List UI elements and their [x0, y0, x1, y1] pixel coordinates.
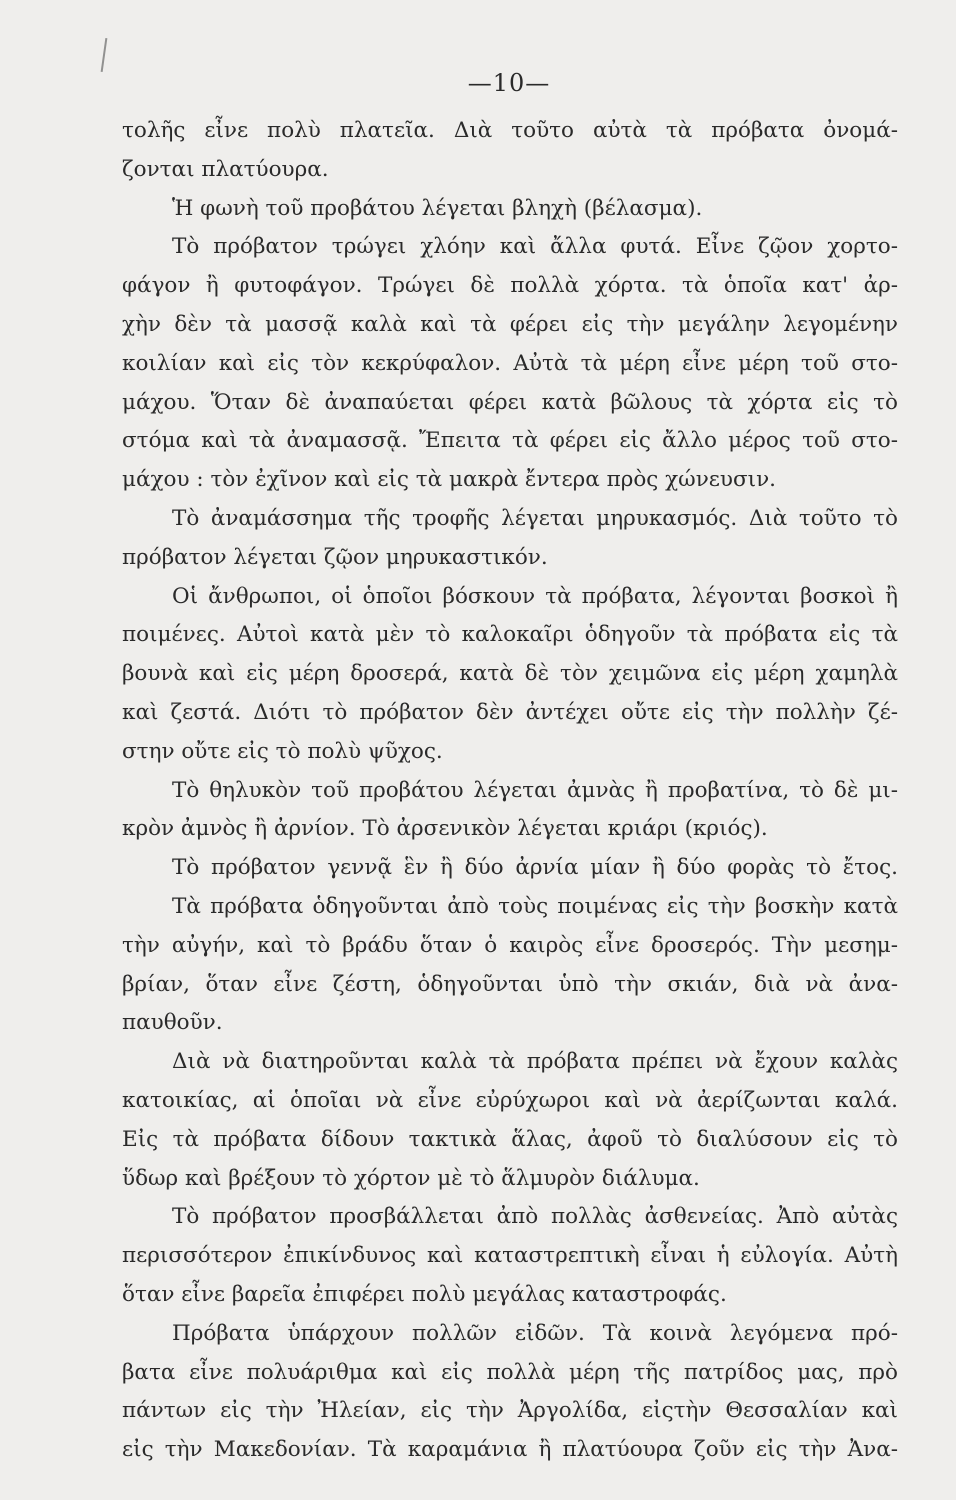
text-line: εἰς τὴν Μακεδονίαν. Τὰ καραμάνια ἢ πλατύουρα ζοῦν εἰς τὴν Ἀνα- — [122, 1437, 898, 1463]
text-line: κατοικίας, αἱ ὁποῖαι νὰ εἶνε εὐρύχωροι καὶ νὰ ἀερίζωνται καλά. — [122, 1087, 898, 1113]
text-line: καὶ ζεστά. Διότι τὸ πρόβατον δὲν ἀντέχει οὔτε εἰς τὴν πολλὴν ζέ- — [122, 699, 898, 725]
text-line: Πρόβατα ὑπάρχουν πολλῶν εἰδῶν. Τὰ κοινὰ λεγόμενα πρό- — [172, 1320, 898, 1346]
text-line: Τὸ πρόβατον τρώγει χλόην καὶ ἄλλα φυτά. Εἶνε ζῷον χορτο- — [172, 234, 898, 260]
text-line: Τὸ πρόβατον γεννᾷ ἓν ἢ δύο ἀρνία μίαν ἢ δύο φορὰς τὸ ἔτος. — [172, 855, 898, 881]
text-line: Τὰ πρόβατα ὁδηγοῦνται ἀπὸ τοὺς ποιμένας εἰς τὴν βοσκὴν κατὰ — [172, 893, 898, 919]
text-line: πάντων εἰς τὴν Ἠλείαν, εἰς τὴν Ἀργολίδα, εἰςτὴν Θεσσαλίαν καὶ — [122, 1398, 898, 1424]
text-line: πρόβατον λέγεται ζῷον μηρυκαστικόν. — [122, 544, 548, 570]
text-line: Τὸ ἀναμάσσημα τῆς τροφῆς λέγεται μηρυκασμός. Διὰ τοῦτο τὸ — [172, 505, 898, 531]
text-line: Διὰ νὰ διατηροῦνται καλὰ τὰ πρόβατα πρέπει νὰ ἔχουν καλὰς — [172, 1049, 898, 1075]
text-line: μάχου : τὸν ἐχῖνον καὶ εἰς τὰ μακρὰ ἔντερα πρὸς χώνευσιν. — [122, 467, 777, 493]
page-number: —10— — [467, 69, 551, 97]
text-line: τολῆς εἶνε πολὺ πλατεῖα. Διὰ τοῦτο αὐτὰ τὰ πρόβατα ὀνομά- — [122, 118, 898, 143]
text-line: ποιμένες. Αὐτοὶ κατὰ μὲν τὸ καλοκαῖρι ὁδηγοῦν τὰ πρόβατα εἰς τὰ — [122, 622, 898, 648]
text-line: βατα εἶνε πολυάριθμα καὶ εἰς πολλὰ μέρη τῆς πατρίδος μας, πρὸ — [122, 1359, 898, 1385]
text-line: βουνὰ καὶ εἰς μέρη δροσερά, κατὰ δὲ τὸν χειμῶνα εἰς μέρη χαμηλὰ — [122, 661, 898, 687]
text-line: περισσότερον ἐπικίνδυνος καὶ καταστρεπτικὴ εἶναι ἡ εὐλογία. Αὐτὴ — [122, 1243, 898, 1269]
text-line: Τὸ πρόβατον προσβάλλεται ἀπὸ πολλὰς ἀσθενείας. Ἀπὸ αὐτὰς — [172, 1204, 898, 1230]
text-line: ζονται πλατύουρα. — [122, 156, 329, 182]
text-line: τὴν αὐγήν, καὶ τὸ βράδυ ὅταν ὁ καιρὸς εἶνε δροσερός. Τὴν μεσημ- — [122, 932, 898, 958]
text-line: ὅταν εἶνε βαρεῖα ἐπιφέρει πολὺ μεγάλας καταστροφάς. — [122, 1281, 727, 1307]
text-line: ὕδωρ καὶ βρέξουν τὸ χόρτον μὲ τὸ ἅλμυρὸν διάλυμα. — [122, 1165, 700, 1191]
text-line: παυθοῦν. — [122, 1010, 223, 1036]
text-line: Ἡ φωνὴ τοῦ προβάτου λέγεται βληχὴ (βέλασμα). — [172, 195, 703, 221]
text-line: στην οὔτε εἰς τὸ πολὺ ψῦχος. — [122, 738, 443, 764]
text-line: μάχου. Ὅταν δὲ ἀναπαύεται φέρει κατὰ βῶλους τὰ χόρτα εἰς τὸ — [122, 389, 898, 415]
page-text — [122, 112, 898, 1470]
text-line: βρίαν, ὅταν εἶνε ζέστη, ὁδηγοῦνται ὑπὸ τὴν σκιάν, διὰ νὰ ἀνα- — [122, 971, 898, 997]
text-line: χὴν δὲν τὰ μασσᾷ καλὰ καὶ τὰ φέρει εἰς τὴν μεγάλην λεγομένην — [122, 311, 898, 337]
text-line: κοιλίαν καὶ εἰς τὸν κεκρύφαλον. Αὐτὰ τὰ μέρη εἶνε μέρη τοῦ στο- — [122, 350, 898, 376]
text-line: φάγον ἢ φυτοφάγον. Τρώγει δὲ πολλὰ χόρτα. τὰ ὁποῖα κατ' ἀρ- — [122, 273, 898, 299]
margin-pencil-mark — [101, 38, 108, 72]
text-line: στόμα καὶ τὰ ἀναμασσᾷ. Ἔπειτα τὰ φέρει εἰς ἄλλο μέρος τοῦ στο- — [122, 428, 898, 454]
text-line: Οἱ ἄνθρωποι, οἱ ὁποῖοι βόσκουν τὰ πρόβατα, λέγονται βοσκοὶ ἢ — [172, 583, 898, 609]
text-line: Τὸ θηλυκὸν τοῦ προβάτου λέγεται ἀμνὰς ἢ προβατίνα, τὸ δὲ μι- — [172, 777, 898, 803]
text-line: κρὸν ἀμνὸς ἢ ἀρνίον. Τὸ ἀρσενικὸν λέγεται κριάρι (κριός). — [122, 816, 768, 842]
text-line: Εἰς τὰ πρόβατα δίδουν τακτικὰ ἅλας, ἀφοῦ τὸ διαλύσουν εἰς τὸ — [122, 1126, 898, 1152]
